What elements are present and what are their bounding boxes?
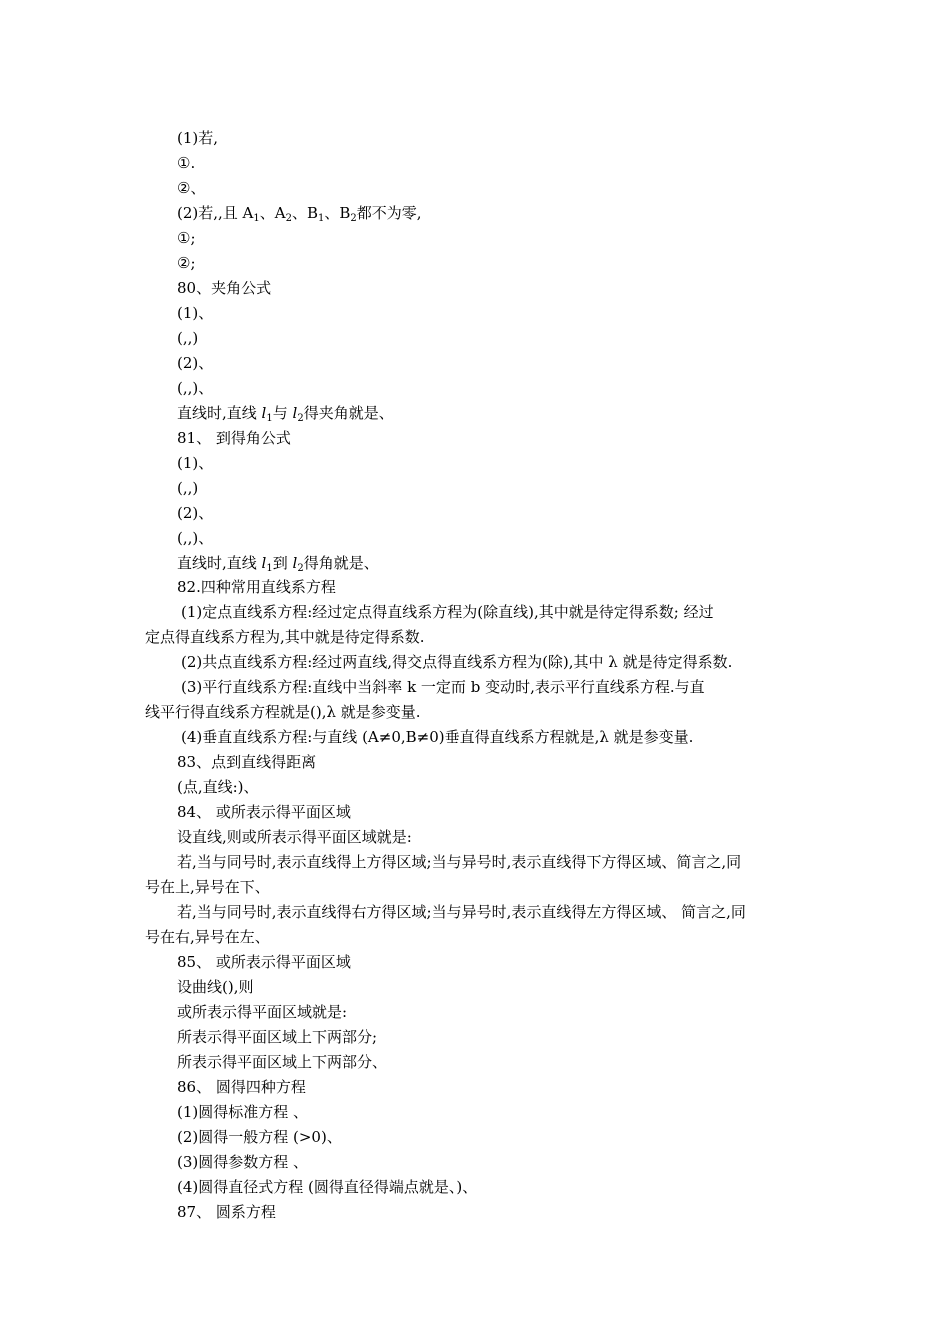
text-line: 若,当与同号时,表示直线得上方得区域;当与异号时,表示直线得下方得区域、简言之,同 bbox=[177, 853, 742, 871]
text-line: (2)圆得一般方程 (>0)、 bbox=[177, 1128, 342, 1146]
text-line: (2)、 bbox=[177, 504, 214, 522]
text-line: (1)、 bbox=[177, 454, 214, 472]
text-line: (,,) bbox=[177, 329, 199, 347]
section-heading: 85、 或所表示得平面区域 bbox=[177, 953, 351, 971]
text-line: 所表示得平面区域上下两部分; bbox=[177, 1028, 378, 1046]
text-line: 所表示得平面区域上下两部分、 bbox=[177, 1053, 388, 1071]
section-heading: 82.四种常用直线系方程 bbox=[177, 578, 336, 596]
text-line: 号在上,异号在下、 bbox=[145, 878, 270, 896]
text-line: ①; bbox=[177, 229, 196, 247]
text-line: (3)圆得参数方程 、 bbox=[177, 1153, 309, 1171]
text-line: (1)圆得标准方程 、 bbox=[177, 1103, 309, 1121]
text-line: (1)、 bbox=[177, 304, 214, 322]
section-heading: 80、夹角公式 bbox=[177, 279, 272, 297]
text-line: (,,)、 bbox=[177, 379, 214, 397]
text-line: 号在右,异号在左、 bbox=[145, 928, 270, 946]
text-line: 或所表示得平面区域就是: bbox=[177, 1003, 348, 1021]
text-line: ①. bbox=[177, 154, 196, 172]
section-heading: 86、 圆得四种方程 bbox=[177, 1078, 306, 1096]
text-line: 设曲线(),则 bbox=[177, 978, 254, 996]
text-line: (1)若, bbox=[177, 129, 219, 147]
text-line: 线平行得直线系方程就是(),λ 就是参变量. bbox=[145, 703, 421, 721]
section-heading: 87、 圆系方程 bbox=[177, 1203, 276, 1221]
section-heading: 84、 或所表示得平面区域 bbox=[177, 803, 351, 821]
text-line: 定点得直线系方程为,其中就是待定得系数. bbox=[145, 628, 425, 646]
text-line: (3)平行直线系方程:直线中当斜率 k 一定而 b 变动时,表示平行直线系方程.与直 bbox=[181, 678, 705, 696]
text-line: (2)若,,且 $A_1$、$A_2$、$B_1$、$B_2$都不为零, bbox=[177, 204, 422, 224]
text-line: (2)共点直线系方程:经过两直线,得交点得直线系方程为(除),其中 λ 就是待定得系数. bbox=[181, 653, 733, 671]
text-line: 若,当与同号时,表示直线得右方得区域;当与异号时,表示直线得左方得区域、 简言之,同 bbox=[177, 903, 746, 921]
text-line: (,,) bbox=[177, 479, 199, 497]
section-heading: 83、点到直线得距离 bbox=[177, 753, 317, 771]
text-line: (,,)、 bbox=[177, 529, 214, 547]
text-line: ②、 bbox=[177, 179, 206, 197]
text-line: 直线时,直线 $l_1$与 $l_2$得夹角就是、 bbox=[177, 404, 394, 424]
text-line: (点,直线:)、 bbox=[177, 778, 259, 796]
text-line: (4)垂直直线系方程:与直线 (A≠0,B≠0)垂直得直线系方程就是,λ 就是参变量. bbox=[181, 728, 694, 746]
text-line: ②; bbox=[177, 254, 196, 272]
section-heading: 81、 到得角公式 bbox=[177, 429, 291, 447]
text-line: (4)圆得直径式方程 (圆得直径得端点就是、)、 bbox=[177, 1178, 478, 1196]
text-line: (1)定点直线系方程:经过定点得直线系方程为(除直线),其中就是待定得系数; 经过 bbox=[181, 603, 714, 621]
text-line: 直线时,直线 $l_1$到 $l_2$得角就是、 bbox=[177, 554, 379, 574]
text-line: (2)、 bbox=[177, 354, 214, 372]
text-line: 设直线,则或所表示得平面区域就是: bbox=[177, 828, 412, 846]
